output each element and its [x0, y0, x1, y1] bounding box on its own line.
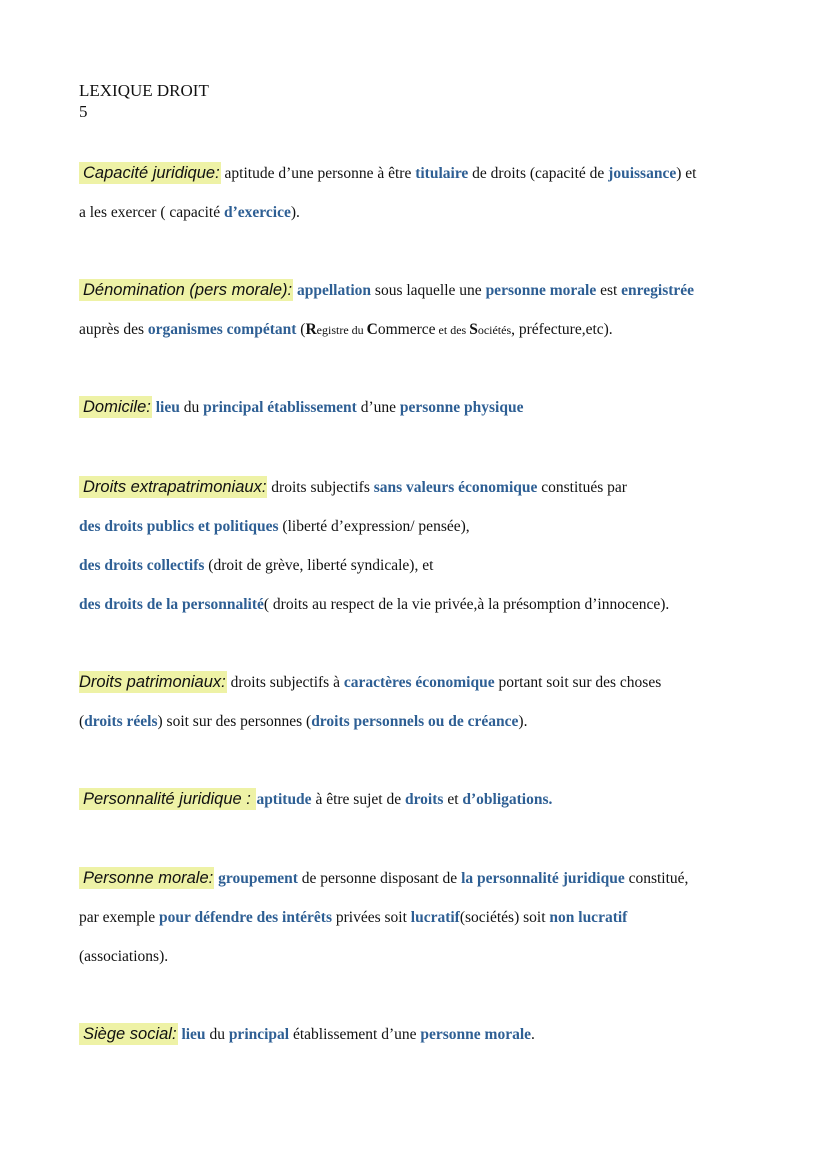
keyword: lucratif [410, 909, 460, 926]
document-title: LEXIQUE DROIT [79, 81, 209, 100]
keyword: d’exercice [224, 204, 291, 221]
page-number: 5 [79, 102, 88, 121]
definition-text: d’une [356, 399, 400, 416]
entry-line [79, 898, 779, 937]
glossary-entry [79, 468, 779, 624]
entry-term: Droits extrapatrimoniaux: [79, 476, 267, 498]
definition-text: , préfecture,etc). [511, 321, 613, 338]
definition-text: ) et [676, 165, 697, 182]
keyword: sans valeurs économique [373, 479, 538, 496]
definition-text: de personne disposant de [297, 870, 462, 887]
definition-text: constitués par [537, 479, 627, 496]
keyword: organismes compétant [147, 321, 297, 338]
keyword: aptitude [256, 791, 312, 808]
keyword: lieu [155, 399, 180, 416]
glossary-entry [79, 663, 779, 741]
keyword: droits réels [84, 713, 158, 730]
keyword: non lucratif [549, 909, 628, 926]
entry-line [79, 937, 779, 976]
definition-text: auprès des [79, 321, 148, 338]
definition-text: (liberté d’expression/ pensée), [278, 518, 470, 535]
keyword: d’obligations [462, 791, 549, 808]
definition-text: ). [518, 713, 528, 730]
glossary-entry [79, 780, 779, 819]
definition-text: et [443, 791, 463, 808]
definition-text: (droit de grève, liberté syndicale), et [204, 557, 434, 574]
definition-text: de droits (capacité de [468, 165, 609, 182]
definition-text: établissement d’une [289, 1026, 421, 1043]
definition-text: à être sujet de [311, 791, 405, 808]
keyword: titulaire [415, 165, 469, 182]
definition-text: du [179, 399, 204, 416]
entry-line [79, 271, 779, 310]
entry-term: Capacité juridique: [79, 162, 221, 184]
keyword: principal établissement [203, 399, 357, 416]
definition-text: droits subjectifs [267, 479, 374, 496]
entry-term: Siège social: [79, 1023, 178, 1045]
keyword: personne morale [485, 282, 597, 299]
keyword: jouissance [608, 165, 677, 182]
entry-line [79, 310, 779, 349]
keyword: groupement [218, 870, 298, 887]
definition-text: (associations). [79, 948, 169, 965]
glossary-entry [79, 1015, 779, 1054]
keyword: appellation [296, 282, 372, 299]
keyword: enregistrée [621, 282, 695, 299]
keyword: des droits de la personnalité [79, 596, 264, 613]
entry-term: Dénomination (pers morale): [79, 279, 293, 301]
entry-line [79, 859, 779, 898]
glossary-entry [79, 388, 779, 427]
keyword: droits [404, 791, 444, 808]
definition-text: par exemple [79, 909, 160, 926]
glossary-entry [79, 154, 779, 232]
definition-text: egistre du [316, 323, 367, 337]
entry-term: Personnalité juridique : [79, 788, 256, 810]
definition-text: droits subjectifs à [226, 674, 344, 691]
keyword: lieu [181, 1026, 206, 1043]
entry-line [79, 468, 779, 507]
document-header [79, 80, 209, 122]
entry-line [79, 663, 779, 702]
definition-text: privées soit [331, 909, 411, 926]
keyword: pour défendre des intérêts [159, 909, 332, 926]
definition-text: ). [290, 204, 300, 221]
keyword: la personnalité juridique [461, 870, 625, 887]
definition-text: . [531, 1026, 535, 1043]
definition-text: R [305, 321, 317, 338]
keyword: . [548, 791, 553, 808]
entry-term: Personne morale: [79, 867, 214, 889]
definition-text: C [366, 321, 378, 338]
definition-text: (sociétés) soit [459, 909, 550, 926]
keyword: des droits publics et politiques [79, 518, 279, 535]
definition-text: ommerce [377, 321, 436, 338]
definition-text: ( [296, 321, 306, 338]
keyword: principal [228, 1026, 290, 1043]
definition-text: S [469, 321, 478, 338]
definition-text: et des [435, 323, 470, 337]
keyword: personne physique [399, 399, 524, 416]
definition-text: ) soit sur des personnes ( [157, 713, 312, 730]
definition-text: ( [79, 713, 85, 730]
definition-text: est [596, 282, 622, 299]
glossary-entry [79, 859, 779, 976]
entry-term: Droits patrimoniaux: [79, 673, 226, 691]
keyword: droits personnels ou de créance [311, 713, 519, 730]
definition-text: ociétés [477, 323, 512, 337]
entry-line [79, 780, 779, 819]
definition-text: constitué, [624, 870, 689, 887]
entry-line [79, 1015, 779, 1054]
definition-text: du [205, 1026, 229, 1043]
definition-text: ( droits au respect de la vie privée,à la présomption d’innocence). [263, 596, 670, 613]
keyword: caractères économique [343, 674, 495, 691]
entry-line [79, 702, 779, 741]
keyword: des droits collectifs [79, 557, 205, 574]
keyword: personne morale [420, 1026, 532, 1043]
entry-line [79, 154, 779, 193]
glossary-entry [79, 271, 779, 349]
definition-text: sous laquelle une [371, 282, 486, 299]
entry-line [79, 507, 779, 546]
entry-line [79, 388, 779, 427]
entry-line [79, 546, 779, 585]
entry-term: Domicile: [79, 396, 152, 418]
entry-line [79, 193, 779, 232]
definition-text: a les exercer ( capacité [79, 204, 224, 221]
entry-line [79, 585, 779, 624]
definition-text: aptitude d’une personne à être [220, 165, 416, 182]
definition-text: portant soit sur des choses [494, 674, 662, 691]
